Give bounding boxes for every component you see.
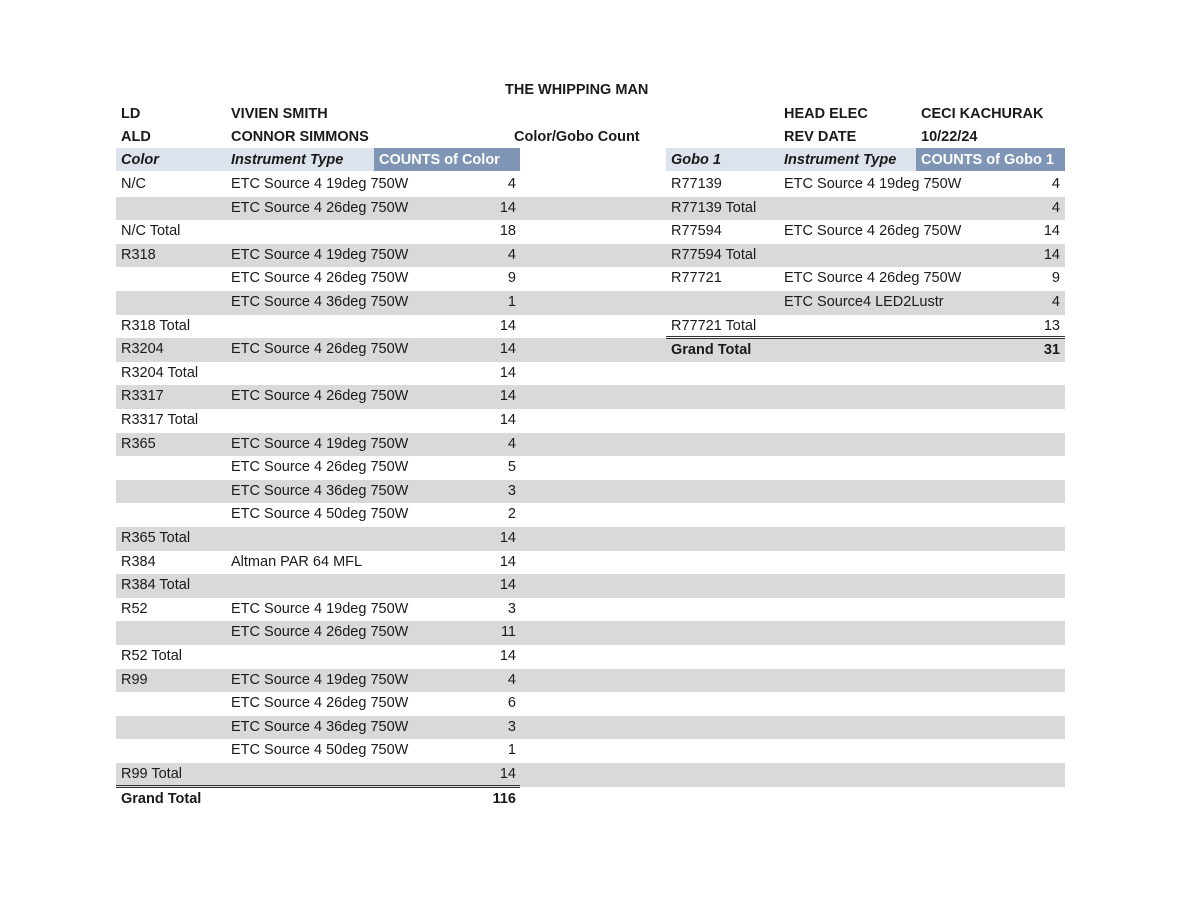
color-cell: R3317 Total [121, 412, 199, 428]
color-cell [121, 456, 226, 480]
head-elec-name: CECI KACHURAK [921, 106, 1044, 122]
instrument-type-cell: ETC Source 4 19deg 750W [231, 435, 409, 452]
table-row [0, 456, 1182, 480]
color-cell: R3204 [121, 341, 164, 358]
color-cell [121, 621, 226, 645]
counts-of-gobo-header: COUNTS of Gobo 1 [921, 152, 1054, 168]
gobo-count-cell: 4 [1051, 294, 1060, 310]
table-row [0, 527, 1182, 551]
table-row [0, 197, 1182, 221]
gobo-instrument-type-cell: ETC Source 4 26deg 750W [784, 223, 962, 240]
instrument-type-cell: ETC Source 4 26deg 750W [231, 695, 409, 712]
gobo-count-cell: 13 [1043, 317, 1060, 334]
color-cell: R3204 Total [121, 364, 199, 381]
table-row [0, 315, 1182, 339]
table-row [0, 692, 1182, 716]
color-cell: R365 [121, 435, 156, 452]
gobo-cell: R77139 Total [671, 199, 757, 216]
color-cell: R365 Total [121, 530, 191, 546]
instrument-type-cell: ETC Source 4 36deg 750W [231, 482, 409, 499]
count-cell: 4 [507, 671, 516, 688]
table-row [0, 739, 1182, 763]
instrument-type-cell [231, 763, 376, 787]
color-cell: N/C [121, 176, 146, 192]
ald-label: ALD [121, 129, 151, 145]
count-cell: 14 [499, 364, 516, 381]
table-row [0, 716, 1182, 740]
gobo-cell: R77721 [671, 270, 722, 287]
instrument-type-cell [231, 527, 376, 551]
gobo-grand-total-label: Grand Total [671, 342, 752, 358]
color-cell [121, 692, 226, 716]
count-cell: 6 [507, 695, 516, 712]
gobo-instrument-type-cell [784, 315, 917, 339]
color-cell [121, 716, 226, 740]
count-cell: 18 [499, 223, 516, 240]
count-cell: 3 [507, 482, 516, 499]
ald-name: CONNOR SIMMONS [231, 129, 369, 145]
gobo-instrument-type-cell: ETC Source4 LED2Lustr [784, 294, 944, 310]
instrument-type-cell [231, 645, 376, 669]
count-cell: 3 [507, 600, 516, 617]
count-cell: 14 [499, 766, 516, 782]
gobo-instrument-type-cell: ETC Source 4 26deg 750W [784, 270, 962, 287]
gobo-header: Gobo 1 [671, 152, 721, 168]
gobo-count-cell: 14 [1043, 246, 1060, 263]
count-cell: 3 [507, 718, 516, 735]
count-cell: 14 [499, 388, 516, 405]
table-row [0, 598, 1182, 622]
instrument-type-cell [231, 574, 376, 598]
color-cell: R52 Total [121, 648, 182, 664]
table-row [0, 551, 1182, 575]
color-cell: R52 [121, 600, 148, 617]
count-cell: 4 [507, 435, 516, 452]
instrument-type-cell: ETC Source 4 26deg 750W [231, 459, 409, 476]
table-row [0, 173, 1182, 197]
instrument-type-cell: ETC Source 4 19deg 750W [231, 671, 409, 688]
count-cell: 14 [499, 648, 516, 664]
instrument-type-cell [231, 409, 376, 433]
instrument-type-cell: ETC Source 4 19deg 750W [231, 600, 409, 617]
table-row [0, 574, 1182, 598]
color-cell: R318 [121, 246, 156, 263]
count-cell: 14 [499, 577, 516, 594]
table-row [0, 621, 1182, 645]
count-cell: 11 [500, 624, 516, 641]
instrument-type-cell: ETC Source 4 19deg 750W [231, 246, 409, 263]
instrument-type-cell: ETC Source 4 36deg 750W [231, 294, 409, 310]
gobo-instrument-type-cell [784, 244, 917, 268]
gobo-grand-total-value: 31 [1043, 342, 1060, 358]
instrument-type-cell [231, 362, 376, 386]
color-header: Color [121, 152, 159, 168]
count-cell: 14 [499, 317, 516, 334]
instrument-type-cell: ETC Source 4 50deg 750W [231, 742, 409, 759]
color-grand-total-value: 116 [492, 791, 516, 807]
table-row [0, 503, 1182, 527]
instrument-type-cell: ETC Source 4 26deg 750W [231, 388, 409, 405]
gobo-cell: R77721 Total [671, 317, 757, 334]
table-row [0, 763, 1182, 787]
gobo-count-cell: 9 [1051, 270, 1060, 287]
color-cell [121, 480, 226, 504]
instrument-type-cell: ETC Source 4 26deg 750W [231, 341, 409, 358]
gobo-cell: R77594 [671, 223, 722, 240]
table-row [0, 220, 1182, 244]
count-cell: 14 [499, 412, 516, 428]
table-row [0, 433, 1182, 457]
gobo-cell: R77139 [671, 176, 722, 192]
ld-name: VIVIEN SMITH [231, 106, 328, 122]
count-cell: 1 [507, 742, 516, 759]
count-cell: 14 [499, 530, 516, 546]
rev-date-label: REV DATE [784, 129, 857, 145]
count-cell: 14 [499, 553, 516, 570]
count-cell: 14 [499, 199, 516, 216]
table-row [0, 244, 1182, 268]
rev-date: 10/22/24 [921, 129, 978, 145]
gobo-instrument-type-cell: ETC Source 4 19deg 750W [784, 176, 962, 192]
table-row [0, 645, 1182, 669]
gobo-cell [671, 291, 779, 315]
gobo-count-cell: 4 [1051, 199, 1060, 216]
count-cell: 4 [507, 246, 516, 263]
count-cell: 5 [507, 459, 516, 476]
gobo-count-cell: 4 [1051, 176, 1060, 192]
head-elec-label: HEAD ELEC [784, 106, 868, 122]
color-cell: R99 Total [121, 766, 182, 782]
color-cell: R384 [121, 553, 156, 570]
color-cell: R384 Total [121, 577, 191, 594]
instrument-type-cell: ETC Source 4 26deg 750W [231, 624, 409, 641]
gobo-count-cell: 14 [1043, 223, 1060, 240]
table-row [0, 385, 1182, 409]
ld-label: LD [121, 106, 141, 122]
count-cell: 1 [507, 294, 516, 310]
report-label: Color/Gobo Count [514, 129, 640, 145]
color-cell: R3317 [121, 388, 164, 405]
instrument-type-cell: ETC Source 4 19deg 750W [231, 176, 409, 192]
count-cell: 14 [499, 341, 516, 358]
count-cell: 4 [507, 176, 516, 192]
counts-of-color-header: COUNTS of Color [379, 152, 500, 168]
gobo-instrument-type-header: Instrument Type [784, 152, 897, 168]
instrument-type-cell: ETC Source 4 26deg 750W [231, 270, 409, 287]
table-row [0, 291, 1182, 315]
gobo-instrument-type-cell [784, 197, 917, 221]
instrument-type-cell: Altman PAR 64 MFL [231, 553, 363, 570]
table-row [0, 267, 1182, 291]
color-grand-total-label: Grand Total [121, 791, 202, 807]
document-title: THE WHIPPING MAN [505, 82, 649, 98]
table-row [0, 480, 1182, 504]
count-cell: 9 [507, 270, 516, 287]
table-row [0, 362, 1182, 386]
count-cell: 2 [507, 506, 516, 523]
instrument-type-cell: ETC Source 4 36deg 750W [231, 718, 409, 735]
instrument-type-cell: ETC Source 4 26deg 750W [231, 199, 409, 216]
instrument-type-cell: ETC Source 4 50deg 750W [231, 506, 409, 523]
instrument-type-header: Instrument Type [231, 152, 344, 168]
table-row [0, 409, 1182, 433]
table-row [0, 669, 1182, 693]
color-cell [121, 503, 226, 527]
color-cell: R318 Total [121, 317, 191, 334]
color-cell: R99 [121, 671, 148, 688]
color-cell [121, 739, 226, 763]
gobo-cell: R77594 Total [671, 246, 757, 263]
color-cell: N/C Total [121, 223, 181, 240]
